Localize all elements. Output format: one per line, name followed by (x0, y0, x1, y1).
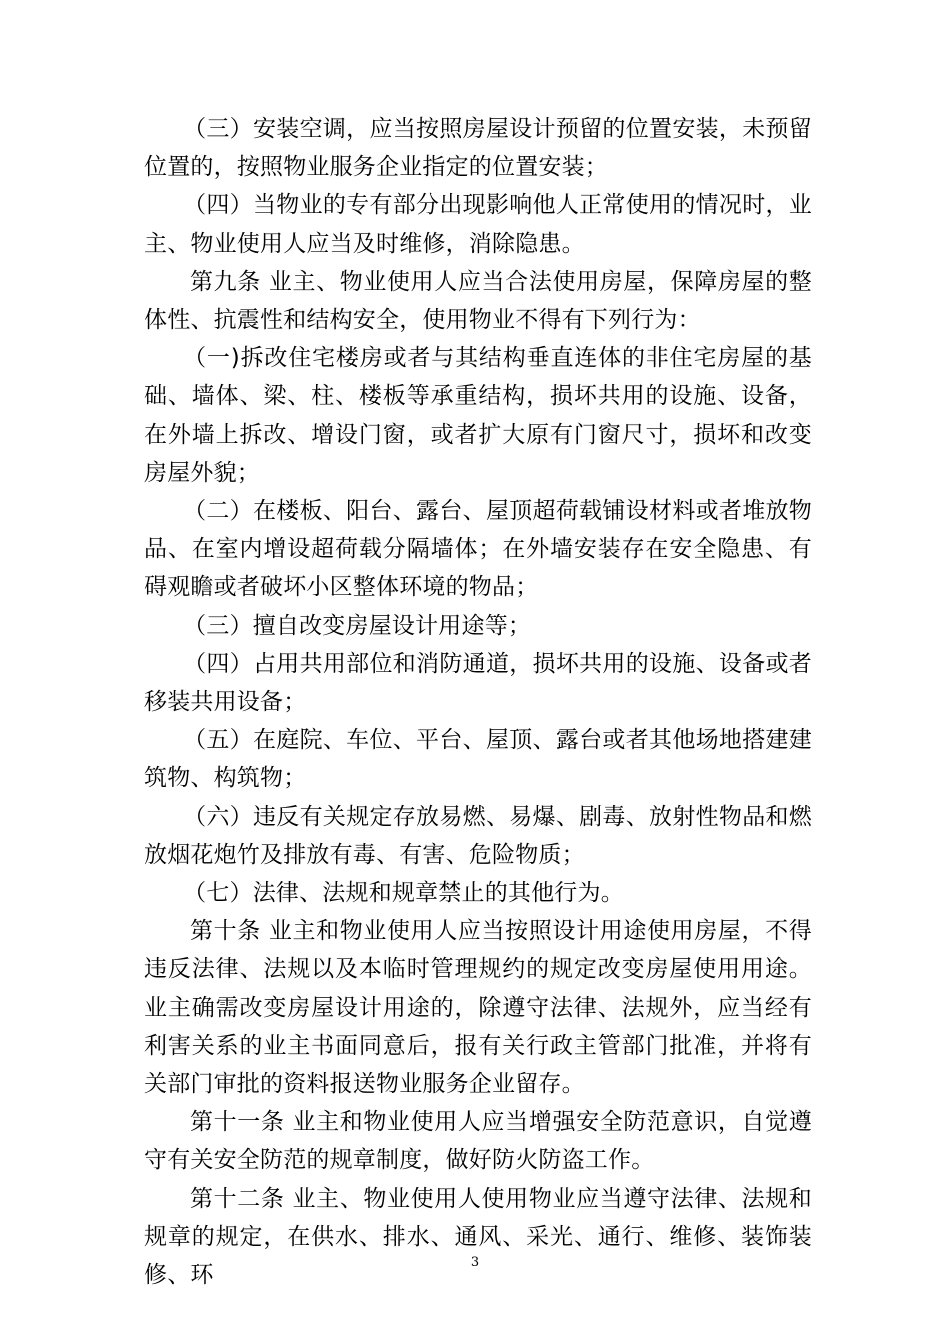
article-12: 第十二条 业主、物业使用人使用物业应当遵守法律、法规和规章的规定，在供水、排水、通风、采光、通行、维修、装饰装修、环 (144, 1185, 812, 1289)
article-9-item-1: （一)拆改住宅楼房或者与其结构垂直连体的非住宅房屋的基础、墙体、梁、柱、楼板等承重结构，损坏共用的设施、设备，在外墙上拆改、增设门窗，或者扩大原有门窗尺寸，损坏和改变房屋外貌； (144, 345, 812, 486)
article-9: 第九条 业主、物业使用人应当合法使用房屋，保障房屋的整体性、抗震性和结构安全，使用物业不得有下列行为： (144, 268, 812, 334)
article-10: 第十条 业主和物业使用人应当按照设计用途使用房屋，不得违反法律、法规以及本临时管理规约的规定改变房屋使用用途。业主确需改变房屋设计用途的，除遵守法律、法规外，应当经有利害关系的业主书面同意后，报有关行政主管部门批准，并将有关部门审批的资料报送物业服务企业留存。 (144, 918, 812, 1098)
article-9-item-5: （五）在庭院、车位、平台、屋顶、露台或者其他场地搭建建筑物、构筑物； (144, 727, 812, 792)
article-9-item-4: （四）占用共用部位和消防通道，损坏共用的设施、设备或者移装共用设备； (144, 650, 812, 716)
page-number: 3 (470, 1255, 480, 1270)
clause-4-repair: （四）当物业的专有部分出现影响他人正常使用的情况时，业主、物业使用人应当及时维修，消除隐患。 (144, 192, 812, 257)
document-body (144, 110, 812, 1294)
article-9-item-3: （三）擅自改变房屋设计用途等； (183, 612, 532, 639)
article-9-item-2: （二）在楼板、阳台、露台、屋顶超荷载铺设材料或者堆放物品、在室内增设超荷载分隔墙体；在外墙安装存在安全隐患、有碍观瞻或者破坏小区整体环境的物品； (144, 498, 812, 601)
article-9-item-6: （六）违反有关规定存放易燃、易爆、剧毒、放射性物品和燃放烟花炮竹及排放有毒、有害、危险物质； (144, 803, 812, 868)
article-11: 第十一条 业主和物业使用人应当增强安全防范意识，自觉遵守有关安全防范的规章制度，做好防火防盗工作。 (144, 1109, 812, 1174)
clause-3-air-conditioner: （三）安装空调，应当按照房屋设计预留的位置安装，未预留位置的，按照物业服务企业指定的位置安装； (144, 116, 812, 181)
article-9-item-7: （七）法律、法规和规章禁止的其他行为。 (183, 880, 624, 907)
